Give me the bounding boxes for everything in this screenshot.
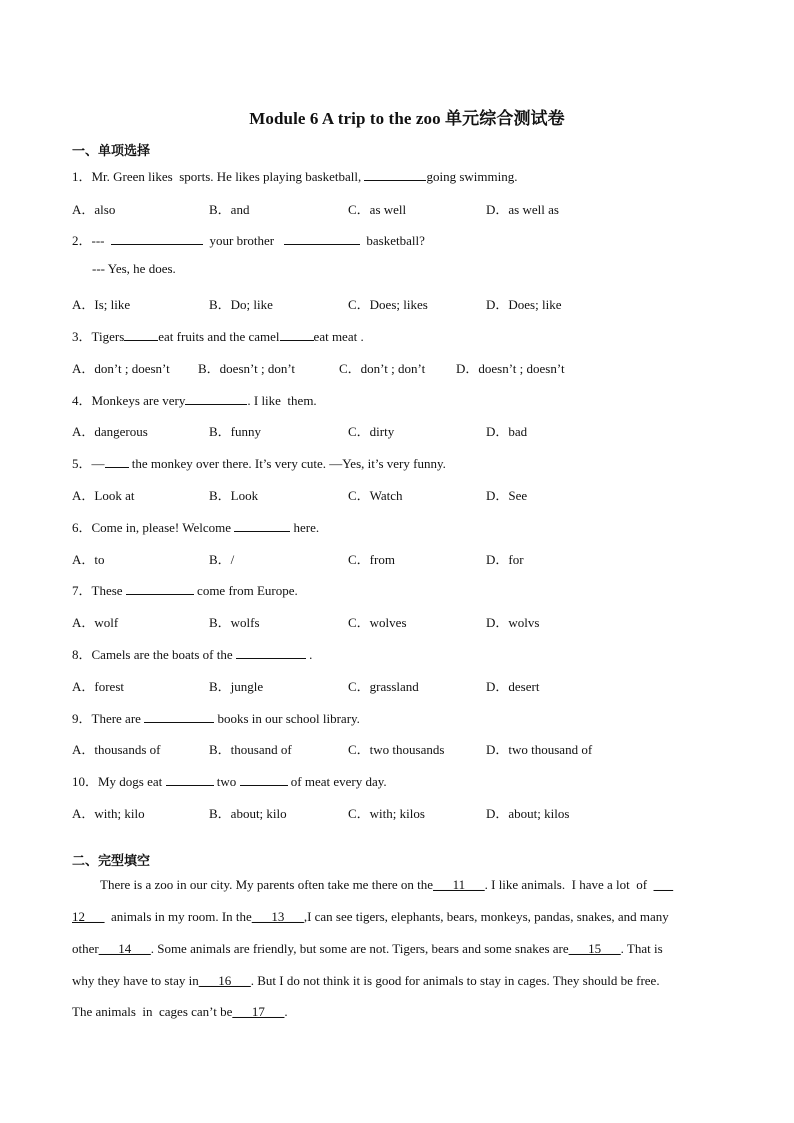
option-b: B．and: [209, 202, 250, 217]
option-c: C．wolves: [348, 615, 407, 630]
question-10: 10．My dogs eat two of meat every day.: [72, 774, 387, 789]
question-7: 7．These come from Europe.: [72, 583, 298, 598]
cloze-line-3: other___14___. Some animals are friendly, but some are not. Tigers, bears and some snakes are___15___. That is: [72, 941, 663, 956]
question-5: 5．— the monkey over there. It’s very cute. —Yes, it’s very funny.: [72, 456, 446, 471]
option-b: B．/: [209, 552, 235, 567]
option-c: C．grassland: [348, 679, 419, 694]
option-c: C．from: [348, 552, 395, 567]
option-d: D．about; kilos: [486, 806, 570, 821]
cloze-blank-12-end: 12___: [72, 909, 105, 924]
option-d: D．bad: [486, 424, 528, 439]
option-c: C．Watch: [348, 488, 403, 503]
option-b: B．funny: [209, 424, 262, 439]
option-b: B．thousand of: [209, 742, 292, 757]
option-a: A．also: [72, 202, 116, 217]
option-d: D．See: [486, 488, 528, 503]
answer-blank: [126, 582, 194, 595]
answer-blank: [105, 455, 129, 468]
option-a: A．forest: [72, 679, 124, 694]
option-a: A．wolf: [72, 615, 119, 630]
option-b: B．Look: [209, 488, 259, 503]
question-9: 9．There are books in our school library.: [72, 711, 360, 726]
option-a: A．thousands of: [72, 742, 161, 757]
option-b: B．about; kilo: [209, 806, 287, 821]
answer-blank: [280, 328, 314, 341]
cloze-blank-17: ___17___: [232, 1004, 285, 1019]
question-2: 2．--- your brother basketball?: [72, 233, 425, 248]
option-b: B．wolfs: [209, 615, 260, 630]
section-heading-single-choice: 一、单项选择: [72, 143, 151, 158]
option-c: C．as well: [348, 202, 407, 217]
option-a: A．with; kilo: [72, 806, 145, 821]
cloze-line-1: There is a zoo in our city. My parents often take me there on the___11___. I like animals. I have a lot of ___: [100, 877, 674, 892]
cloze-blank-16: ___16___: [198, 973, 251, 988]
option-d: D．doesn’t ; doesn’t: [456, 361, 565, 376]
option-d: D．Does; like: [486, 297, 562, 312]
cloze-blank-15: ___15___: [568, 941, 621, 956]
cloze-blank-14: ___14___: [98, 941, 151, 956]
option-a: A．don’t ; doesn’t: [72, 361, 170, 376]
cloze-blank-11: ___11___: [433, 877, 485, 892]
question-4: 4．Monkeys are very . I like them.: [72, 393, 317, 408]
option-d: D．two thousand of: [486, 742, 593, 757]
option-d: D．desert: [486, 679, 540, 694]
cloze-line-4: why they have to stay in___16___. But I do not think it is good for animals to stay in cages. They should be free.: [72, 973, 660, 988]
question-3: 3．Tigers eat fruits and the camel eat meat .: [72, 329, 364, 344]
answer-blank: [111, 232, 203, 245]
question-1: 1．Mr. Green likes sports. He likes playing basketball, going swimming.: [72, 169, 518, 184]
answer-blank: [236, 646, 306, 659]
cloze-blank-12-start: ___: [653, 877, 674, 892]
question-6: 6．Come in, please! Welcome here.: [72, 520, 320, 535]
option-a: A．to: [72, 552, 105, 567]
option-b: B．doesn’t ; don’t: [198, 361, 296, 376]
answer-blank: [185, 392, 247, 405]
option-d: D．wolvs: [486, 615, 540, 630]
cloze-line-5: The animals in cages can’t be___17___.: [72, 1004, 288, 1019]
answer-blank: [234, 519, 290, 532]
section-heading-cloze: 二、完型填空: [72, 853, 151, 868]
option-c: C．don’t ; don’t: [339, 361, 426, 376]
option-a: A．Look at: [72, 488, 135, 503]
option-b: B．Do; like: [209, 297, 273, 312]
option-d: D．for: [486, 552, 524, 567]
answer-blank: [284, 232, 360, 245]
option-c: C．Does; likes: [348, 297, 428, 312]
option-a: A．dangerous: [72, 424, 148, 439]
cloze-line-2: 12___ animals in my room. In the___13___,I can see tigers, elephants, bears, monkeys, pandas, snakes, and many: [72, 909, 669, 924]
answer-blank: [124, 328, 158, 341]
answer-blank: [144, 710, 214, 723]
question-2-response: --- Yes, he does.: [92, 261, 176, 276]
option-d: D．as well as: [486, 202, 559, 217]
answer-blank: [240, 773, 288, 786]
cloze-blank-13: ___13___: [251, 909, 304, 924]
option-b: B．jungle: [209, 679, 264, 694]
answer-blank: [166, 773, 214, 786]
option-c: C．dirty: [348, 424, 395, 439]
option-a: A．Is; like: [72, 297, 131, 312]
question-8: 8．Camels are the boats of the .: [72, 647, 313, 662]
answer-blank: [364, 168, 426, 181]
option-c: C．two thousands: [348, 742, 445, 757]
page-title: Module 6 A trip to the zoo 单元综合测试卷: [249, 109, 565, 128]
option-c: C．with; kilos: [348, 806, 425, 821]
